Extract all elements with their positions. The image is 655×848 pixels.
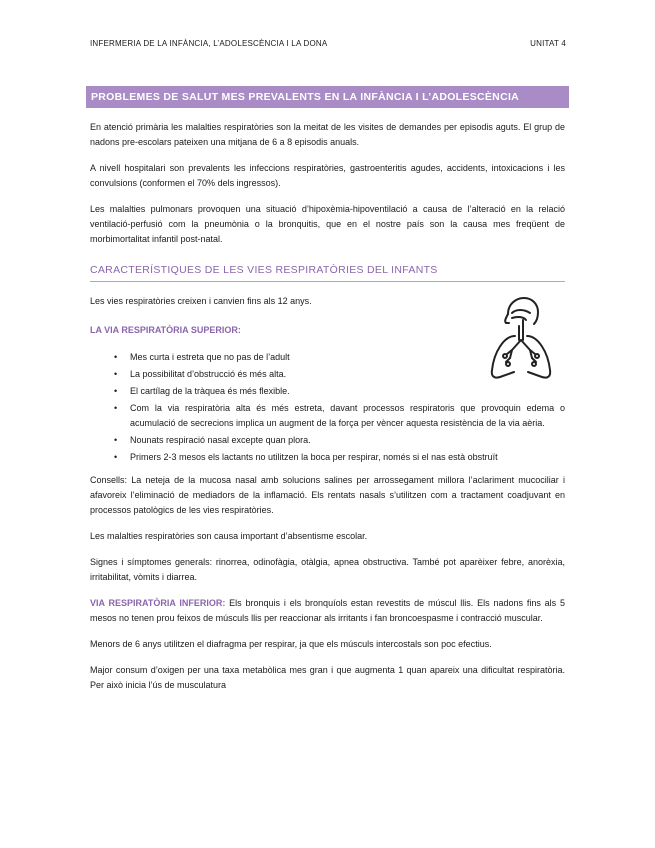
paragraph-pulmonary: Les malalties pulmonars provoquen una situació d’hipoxèmia-hipoventilació a causa de l’alteració en la relació ventilació-perfusió com la pneumònia o la bronquitis, que en el nostre país son la causa mes freqüent de morbimortalitat infantil post-natal.: [90, 204, 565, 244]
bullet-icon: •: [114, 386, 118, 396]
list-item: • Primers 2-3 mesos els lactants no utilitzen la boca per respirar, només si el nas està obstruït: [90, 450, 565, 465]
lungs-icon: [486, 296, 556, 382]
chapter-banner: PROBLEMES DE SALUT MES PREVALENTS EN LA INFÀNCIA I L’ADOLESCÈNCIA: [86, 86, 569, 108]
header-course-title: INFERMERIA DE LA INFÀNCIA, L’ADOLESCÈNCIA I LA DONA: [90, 39, 328, 48]
bullet-icon: •: [114, 452, 118, 462]
bullet-icon: •: [114, 369, 118, 379]
list-item: • Nounats respiració nasal excepte quan plora.: [90, 433, 565, 448]
paragraph-diafragma: Menors de 6 anys utilitzen el diafragma per respirar, ja que els músculs intercostals son poc efectius.: [90, 639, 492, 649]
paragraph-lower-airway: [90, 596, 565, 626]
paragraph-consells: Consells: La neteja de la mucosa nasal amb solucions salines per arrossegament millora l’aclariment mucociliar i afavoreix l’eliminació de mediadors de la inflamació. Els rentats nasals s’utilitzen com a tractament coadjuvant en processos patològics de les vies respiratòries.: [90, 475, 565, 515]
bullet-icon: •: [114, 403, 118, 413]
section-title: CARACTERÍSTIQUES DE LES VIES RESPIRATÒRIES DEL INFANTS: [90, 263, 565, 282]
paragraph-intro: Les vies respiratòries creixen i canvien fins als 12 anys.: [90, 296, 312, 306]
paragraph-hospital: A nivell hospitalari son prevalents les infeccions respiratòries, gastroenteritis agudes, accidents, intoxicacions i les convulsions (conformen el 70% dels ingressos).: [90, 163, 565, 188]
header-unit: UNITAT 4: [530, 39, 566, 48]
list-item: • Com la via respiratòria alta és més estreta, davant processos respiratoris que provoquin edema o acumulació de secrecions implica un augment de la força per vèncer aquesta resistència de la via aèria.: [114, 403, 565, 428]
lower-airway-title: VIA RESPIRATÒRIA INFERIOR:: [90, 598, 226, 608]
paragraph-primary-care: En atenció primària les malalties respiratòries son la meitat de les visites de demandes per episodis aguts. El grup de nadons pre-escolars pateixen una mitjana de 6 a 8 episodis anuals.: [90, 122, 565, 147]
list-item: • El cartílag de la tràquea és més flexible.: [90, 384, 565, 399]
bullet-icon: •: [114, 352, 118, 362]
lower-airway-text: Els bronquis i els bronquíols estan revestits de múscul llis. Els nadons fins als 5 mesos no tenen prou feixos de músculs llis per reaccionar als irritants i fan broncoespasme i contracció muscular.: [90, 598, 566, 623]
paragraph-signes: Signes i símptomes generals: rinorrea, odinofàgia, otàlgia, apnea obstructiva. També pot aparèixer febre, anorèxia, irritabilitat, vòmits i diarrea.: [90, 557, 565, 582]
paragraph-oxigen: Major consum d’oxigen per una taxa metabòlica mes gran i que augmenta 1 quan apareix una dificultat respiratòria. Per això inicia l’ús de musculatura: [90, 665, 565, 690]
list-item: • La possibilitat d’obstrucció és més alta.: [90, 367, 565, 382]
paragraph-absentisme: Les malalties respiratòries son causa important d’absentisme escolar.: [90, 531, 368, 541]
bullet-icon: •: [114, 435, 118, 445]
list-item: • Mes curta i estreta que no pas de l’adult: [90, 350, 565, 365]
main-content: [90, 120, 565, 704]
page-header: [90, 39, 566, 51]
upper-airway-title: LA VIA RESPIRATÒRIA SUPERIOR:: [90, 325, 241, 335]
